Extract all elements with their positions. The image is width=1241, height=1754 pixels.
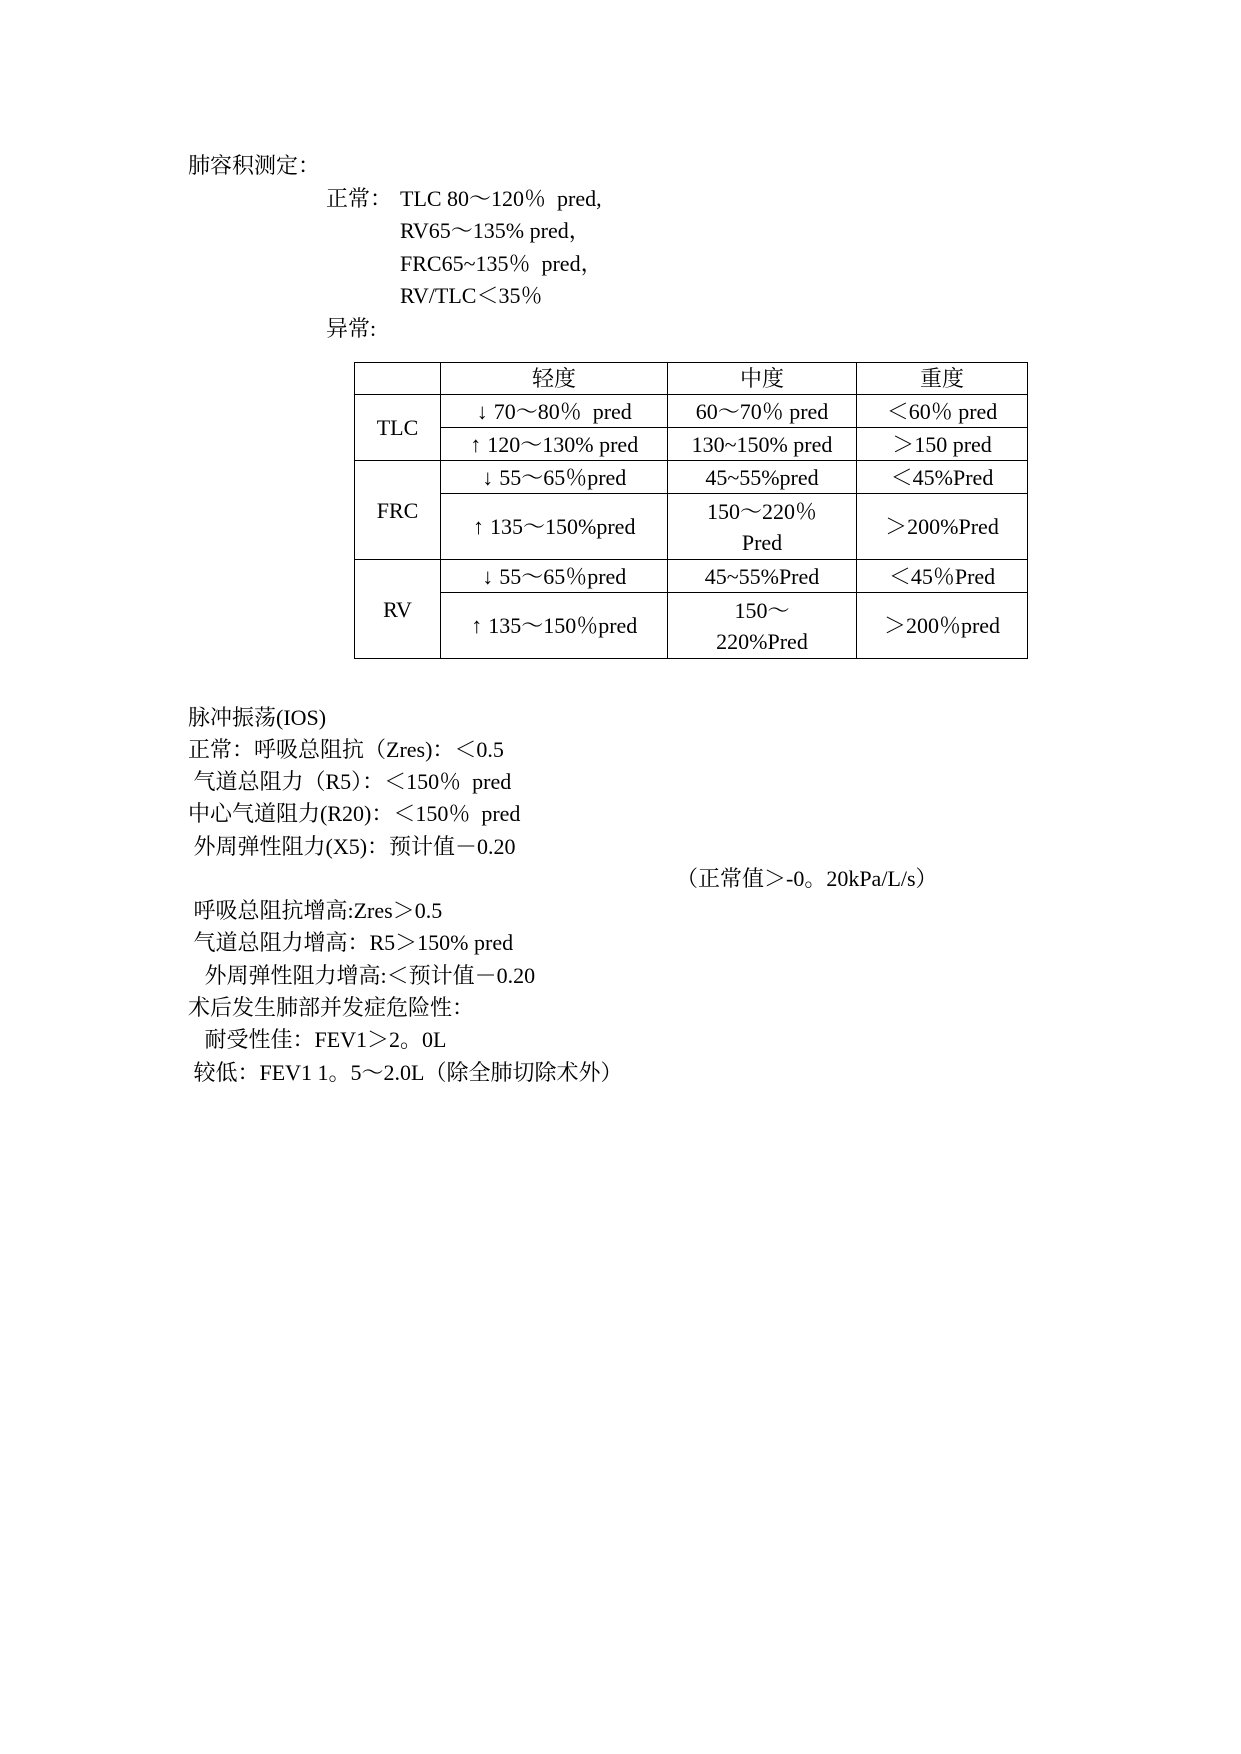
table-row	[355, 461, 1028, 494]
ios-heading: 脉冲振荡(IOS)	[188, 705, 327, 730]
arrow-down-icon: ↓	[482, 464, 494, 490]
table-cell-severe: ＞200％pred	[857, 593, 1028, 659]
table-header-moderate: 中度	[668, 363, 857, 395]
table-cell-mild: ↓ 70～80％ pred	[441, 395, 668, 428]
arrow-up-icon: ↑	[470, 431, 482, 457]
lung-volume-table	[354, 362, 1028, 659]
ios-line-zres: 正常：呼吸总阻抗（Zres)：＜0.5	[188, 737, 504, 762]
abnormal-label: 异常:	[326, 316, 377, 341]
ios-abnormal-x5: 外周弹性阻力增高:＜预计值－0.20	[188, 963, 536, 988]
row-label-frc: FRC	[355, 461, 441, 560]
normal-line-frc: FRC65~135％ pred，	[400, 251, 603, 276]
ios-line-x5: 外周弹性阻力(X5)：预计值－0.20	[188, 834, 516, 859]
table-header-severe: 重度	[857, 363, 1028, 395]
table-cell-severe: ＞200%Pred	[857, 494, 1028, 560]
arrow-up-icon: ↑	[471, 613, 483, 638]
row-label-rv: RV	[355, 560, 441, 659]
normal-line-tlc: TLC 80～120％ pred,	[400, 186, 602, 211]
table-row	[355, 428, 1028, 461]
table-cell-mild: ↑ 135～150％pred	[441, 593, 668, 659]
ios-note: （正常值＞-0。20kPa/L/s）	[676, 866, 938, 891]
postop-line-low: 较低：FEV1 1。5～2.0L（除全肺切除术外）	[188, 1060, 623, 1085]
postop-line-good: 耐受性佳：FEV1＞2。0L	[188, 1027, 447, 1052]
table-cell-severe: ＜60％ pred	[857, 395, 1028, 428]
ios-line-r5: 气道总阻力（R5）：＜150％ pred	[188, 769, 512, 794]
table-cell-mild: ↑ 120～130% pred	[441, 428, 668, 461]
normal-label: 正常：	[326, 186, 393, 211]
ios-abnormal-r5: 气道总阻力增高：R5＞150% pred	[188, 930, 514, 955]
table-header-corner	[355, 363, 441, 395]
arrow-up-icon: ↑	[473, 514, 485, 539]
table-cell-moderate: 45~55%Pred	[668, 560, 857, 593]
table-cell-moderate: 60～70％ pred	[668, 395, 857, 428]
table-cell-mild: ↓ 55～65％pred	[441, 461, 668, 494]
ios-abnormal-zres: 呼吸总阻抗增高:Zres＞0.5	[188, 898, 443, 923]
postop-risk-heading: 术后发生肺部并发症危险性：	[188, 995, 475, 1020]
row-label-tlc: TLC	[355, 395, 441, 461]
table-header-row	[355, 363, 1028, 395]
table-cell-moderate: 130~150% pred	[668, 428, 857, 461]
table-cell-mild: ↓ 55～65％pred	[441, 560, 668, 593]
table-cell-severe: ＞150 pred	[857, 428, 1028, 461]
normal-line-rvtlc: RV/TLC＜35％	[400, 283, 543, 308]
arrow-down-icon: ↓	[476, 398, 488, 424]
table-cell-moderate: 150～ 220%Pred	[668, 593, 857, 659]
ios-line-r20: 中心气道阻力(R20)：＜150％ pred	[188, 801, 521, 826]
table-header-mild: 轻度	[441, 363, 668, 395]
table-cell-severe: ＜45％Pred	[857, 560, 1028, 593]
table-cell-severe: ＜45%Pred	[857, 461, 1028, 494]
table-row	[355, 395, 1028, 428]
table-cell-moderate: 45~55%pred	[668, 461, 857, 494]
table-cell-mild: ↑ 135～150%pred	[441, 494, 668, 560]
arrow-down-icon: ↓	[482, 563, 494, 589]
table-row	[355, 494, 1028, 560]
table-row	[355, 560, 1028, 593]
normal-line-rv: RV65～135% pred，	[400, 218, 591, 243]
table-row	[355, 593, 1028, 659]
lung-volume-heading: 肺容积测定：	[188, 153, 321, 178]
table-cell-moderate: 150～220％ Pred	[668, 494, 857, 560]
